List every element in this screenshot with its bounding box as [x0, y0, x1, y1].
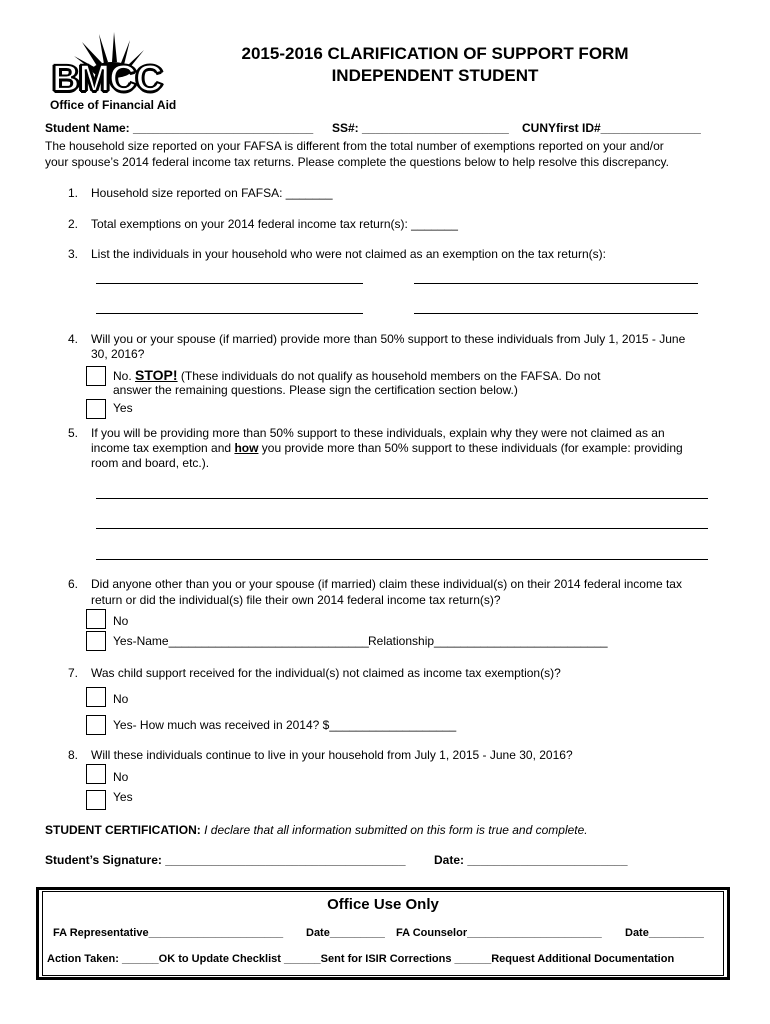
q5-line2-pre: income tax exemption and: [91, 441, 232, 455]
q4-yes-checkbox[interactable]: [86, 399, 106, 419]
q5-answer-line[interactable]: [96, 528, 708, 529]
student-certification: [45, 823, 588, 837]
q5-text-line3: room and board, etc.).: [91, 456, 210, 470]
q6-yes-checkbox[interactable]: [86, 631, 106, 651]
q6-number: 6.: [67, 577, 78, 591]
q6-relationship-field[interactable]: Relationship__________________________: [368, 634, 608, 648]
q1-number: 1.: [67, 186, 78, 200]
certification-statement: I declare that all information submitted on this form is true and complete.: [204, 823, 588, 837]
q8-no-checkbox[interactable]: [86, 764, 106, 784]
q8-yes-checkbox[interactable]: [86, 790, 106, 810]
q3-answer-line[interactable]: [414, 283, 698, 284]
q4-text-line1: Will you or your spouse (if married) provide more than 50% support to these individuals from July 1, 2015 - June: [91, 332, 686, 346]
q6-no-label: No: [113, 614, 129, 628]
q4-no-prefix: No.: [113, 369, 132, 383]
q4-yes-label: Yes: [113, 401, 133, 415]
student-name-field[interactable]: Student Name: ___________________________: [45, 121, 314, 135]
q3-number: 3.: [67, 247, 78, 261]
q5-answer-line[interactable]: [96, 498, 708, 499]
q6-text-line2: return or did the individual(s) file their own 2014 federal income tax return(s)?: [91, 593, 501, 607]
q3-answer-line[interactable]: [96, 313, 363, 314]
q1-text[interactable]: Household size reported on FAFSA: _______: [91, 186, 333, 200]
signature-date-field[interactable]: Date: ________________________: [434, 853, 628, 867]
q8-number: 8.: [67, 748, 78, 762]
intro-line-1: The household size reported on your FAFSA is different from the total number of exemptions reported on your and/or: [45, 139, 664, 153]
q7-text: Was child support received for the individual(s) not claimed as income tax exemption(s)?: [91, 666, 561, 680]
office-use-title: Office Use Only: [327, 896, 439, 913]
q5-text-line2: [91, 441, 683, 455]
q6-text-line1: Did anyone other than you or your spouse (if married) claim these individual(s) on their 2014 federal income tax: [91, 577, 682, 591]
q8-yes-label: Yes: [113, 790, 133, 804]
date-field-2[interactable]: Date_________: [625, 927, 704, 939]
q8-text: Will these individuals continue to live in your household from July 1, 2015 - June 30, 2016?: [91, 748, 573, 762]
q8-no-label: No: [113, 770, 129, 784]
q7-no-checkbox[interactable]: [86, 687, 106, 707]
logo-text: BMCC: [52, 58, 162, 100]
form-title-line2: INDEPENDENT STUDENT: [331, 66, 539, 85]
q5-text-line1: If you will be providing more than 50% support to these individuals, explain why they were not claimed as an: [91, 426, 665, 440]
q7-yes-amount-field[interactable]: Yes- How much was received in 2014? $___________________: [113, 718, 457, 732]
office-name: Office of Financial Aid: [50, 98, 177, 112]
fa-counselor-field[interactable]: FA Counselor______________________: [396, 927, 602, 939]
q5-number: 5.: [67, 426, 78, 440]
date-field-1[interactable]: Date_________: [306, 927, 385, 939]
q7-no-label: No: [113, 692, 129, 706]
q3-answer-line[interactable]: [414, 313, 698, 314]
q6-yes-name-field[interactable]: Yes-Name______________________________: [113, 634, 369, 648]
q7-number: 7.: [67, 666, 78, 680]
q4-no-explanation-line2: answer the remaining questions. Please sign the certification section below.): [113, 383, 518, 397]
q4-no-explanation: (These individuals do not qualify as household members on the FAFSA. Do not: [180, 369, 601, 383]
cunyfirst-id-field[interactable]: CUNYfirst ID#_______________: [522, 121, 701, 135]
stop-warning: STOP!: [135, 367, 178, 383]
q5-line2-post: you provide more than 50% support to these individuals (for example: providing: [261, 441, 683, 455]
intro-line-2: your spouse’s 2014 federal income tax returns. Please complete the questions below to help resolve this discrepancy.: [45, 155, 669, 169]
q4-text-line2: 30, 2016?: [91, 347, 145, 361]
action-taken-row[interactable]: Action Taken: ______OK to Update Checklist ______Sent for ISIR Corrections ______Request Additional Documentation: [47, 953, 675, 965]
q4-no-checkbox[interactable]: [86, 366, 106, 386]
signature-field[interactable]: Student’s Signature: ____________________________________: [45, 853, 406, 867]
fa-representative-field[interactable]: FA Representative______________________: [53, 927, 284, 939]
certification-label: STUDENT CERTIFICATION:: [45, 823, 201, 837]
form-title-line1: 2015-2016 CLARIFICATION OF SUPPORT FORM: [241, 44, 629, 63]
q3-answer-line[interactable]: [96, 283, 363, 284]
q3-text: List the individuals in your household who were not claimed as an exemption on the tax return(s):: [91, 247, 606, 261]
bmcc-logo: [52, 30, 182, 100]
q5-answer-line[interactable]: [96, 559, 708, 560]
q7-yes-checkbox[interactable]: [86, 715, 106, 735]
q2-text[interactable]: Total exemptions on your 2014 federal income tax return(s): _______: [91, 217, 458, 231]
q6-no-checkbox[interactable]: [86, 609, 106, 629]
ssn-field[interactable]: SS#: ______________________: [332, 121, 509, 135]
q4-number: 4.: [67, 332, 78, 346]
q5-how-emphasis: how: [234, 441, 259, 455]
q2-number: 2.: [67, 217, 78, 231]
q4-no-label: [113, 367, 600, 383]
